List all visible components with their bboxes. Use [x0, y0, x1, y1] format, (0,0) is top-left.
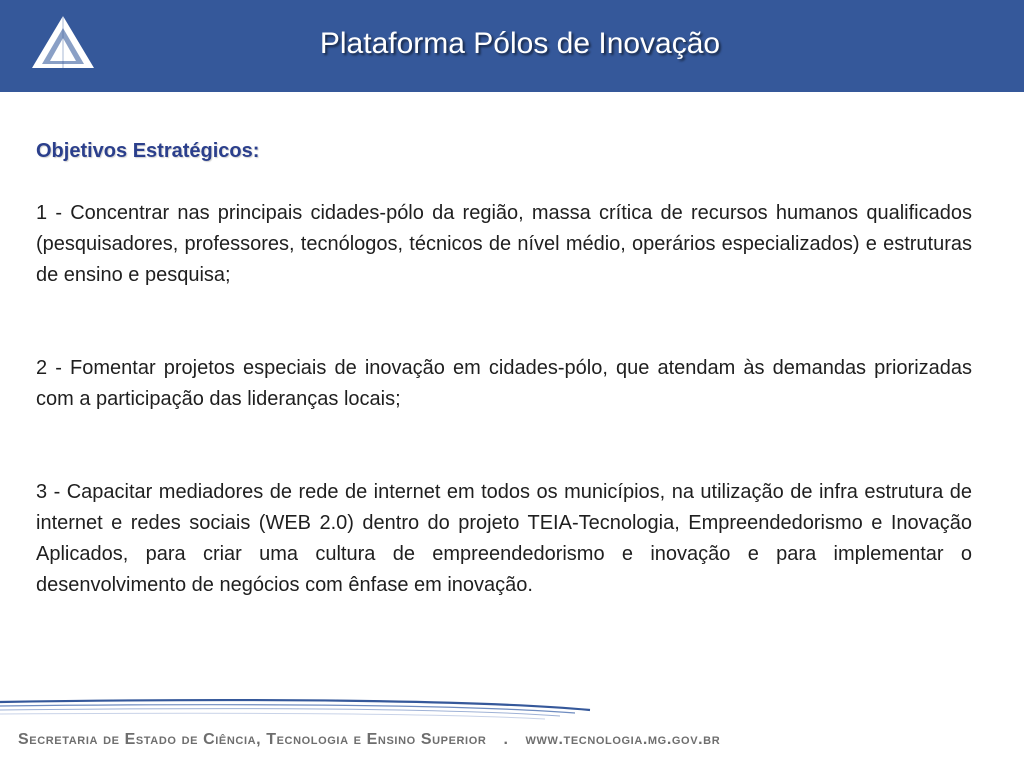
footer-swoosh-lines: [0, 696, 1024, 722]
content-area: [36, 136, 972, 601]
section-heading: Objetivos Estratégicos:: [36, 140, 260, 162]
footer-text: [18, 731, 720, 749]
objective-paragraph-1: 1 - Concentrar nas principais cidades-pólo da região, massa crítica de recursos humanos qualificados (pesquisadores, professores, tecnólogos, técnicos de nível médio, operários especializados) e estruturas de ensino e pesquisa;: [36, 202, 972, 286]
objective-paragraph-2: 2 - Fomentar projetos especiais de inovação em cidades-pólo, que atendam às demandas priorizadas com a participação das lideranças locais;: [36, 357, 972, 410]
footer-separator: .: [503, 731, 509, 748]
footer-organization: Secretaria de Estado de Ciência, Tecnologia e Ensino Superior: [18, 731, 487, 748]
triangle-logo-icon: [30, 14, 96, 70]
page-title: Plataforma Pólos de Inovação: [319, 27, 721, 60]
objective-paragraph-3: 3 - Capacitar mediadores de rede de internet em todos os municípios, na utilização de infra estrutura de internet e redes sociais (WEB 2.0) dentro do projeto TEIA-Tecnologia, Empreendedorismo e Inovação Aplicados, para criar uma cultura de empreendedorismo e inovação e para implementar o desenvolvimento de negócios com ênfase em inovação.: [36, 481, 972, 596]
footer-website: www.tecnologia.mg.gov.br: [525, 731, 721, 748]
header-bar: [0, 0, 1024, 92]
